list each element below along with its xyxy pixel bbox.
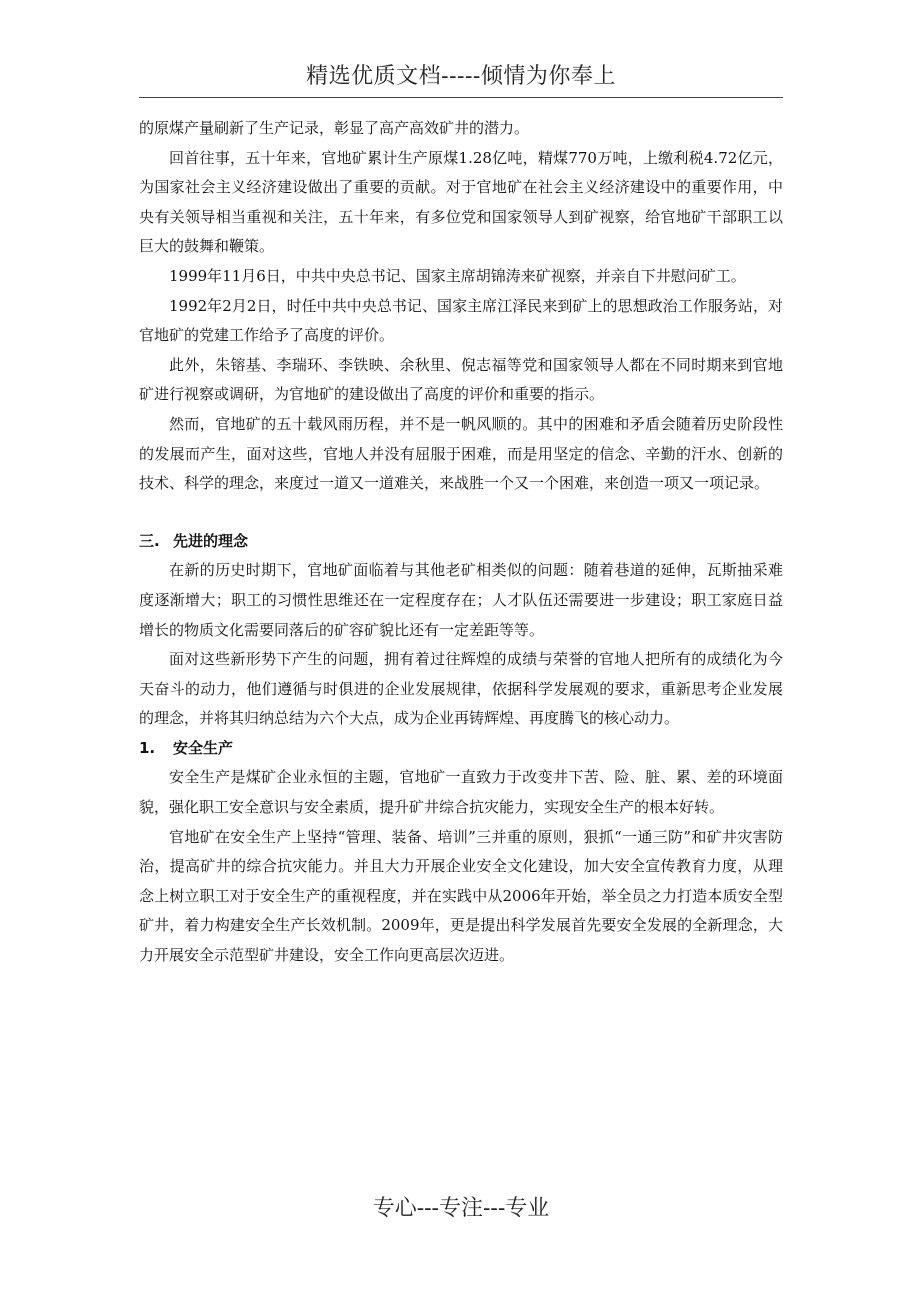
paragraph: 回首往事，五十年来，官地矿累计生产原煤1.28亿吨，精煤770万吨，上缴利税4.72亿元，为国家社会主义经济建设做出了重要的贡献。对于官地矿在社会主义经济建设中的重要作用，中央有关领导相当重视和关注，五十年来，有多位党和国家领导人到矿视察，给官地矿干部职工以巨大的鼓舞和鞭策。	[139, 148, 783, 256]
section-title: 先进的理念	[173, 531, 249, 550]
header-divider	[139, 97, 783, 98]
paragraph: 的原煤产量刷新了生产记录，彰显了高产高效矿井的潜力。	[139, 119, 530, 137]
paragraph: 然而，官地矿的五十载风雨历程，并不是一帆风顺的。其中的困难和矛盾会随着历史阶段性的发展而产生，面对这些，官地人并没有屈服于困难，而是用坚定的信念、辛勤的汗水、创新的技术、科学的理念，来度过一道又一道难关，来战胜一个又一个困难，来创造一项又一项记录。	[139, 414, 783, 493]
paragraph: 1992年2月2日，时任中共中央总书记、国家主席江泽民来到矿上的思想政治工作服务站，对官地矿的党建工作给予了高度的评价。	[139, 296, 783, 345]
paragraph: 1999年11月6日，中共中央总书记、国家主席胡锦涛来矿视察，并亲自下井慰问矿工。	[169, 266, 746, 285]
paragraph: 官地矿在安全生产上坚持“管理、装备、培训”三并重的原则，狠抓“一通三防”和矿井灾害防治，提高矿井的综合抗灾能力。并且大力开展企业安全文化建设，加大安全宣传教育力度，从理念上树立职工对于安全生产的重视程度，并在实践中从2006年开始，举全员之力打造本质安全型矿井，着力构建安全生产长效机制。2009年，更是提出科学发展首先要安全发展的全新理念，大力开展安全示范型矿井建设，安全工作向更高层次迈进。	[139, 827, 783, 965]
document-body	[139, 114, 783, 971]
paragraph: 安全生产是煤矿企业永恒的主题，官地矿一直致力于改变井下苦、险、脏、累、差的环境面貌，强化职工安全意识与安全素质，提升矿井综合抗灾能力，实现安全生产的根本好转。	[139, 768, 783, 817]
section-heading	[139, 527, 783, 557]
section-number: 三.	[139, 531, 160, 550]
subsection-number: 1.	[139, 738, 156, 757]
subsection-title: 安全生产	[173, 738, 234, 757]
page-header: 精选优质文档-----倾情为你奉上	[306, 64, 616, 89]
page-footer: 专心---专注---专业	[372, 1196, 550, 1221]
paragraph: 面对这些新形势下产生的问题，拥有着过往辉煌的成绩与荣誉的官地人把所有的成绩化为今天奋斗的动力，他们遵循与时俱进的企业发展规律，依据科学发展观的要求，重新思考企业发展的理念，并将其归纳总结为六个大点，成为企业再铸辉煌、再度腾飞的核心动力。	[139, 650, 783, 728]
subsection-heading	[139, 734, 783, 764]
paragraph: 此外，朱镕基、李瑞环、李铁映、余秋里、倪志福等党和国家领导人都在不同时期来到官地矿进行视察或调研，为官地矿的建设做出了高度的评价和重要的指示。	[139, 355, 783, 404]
paragraph: 在新的历史时期下，官地矿面临着与其他老矿相类似的问题：随着巷道的延伸，瓦斯抽采难度逐渐增大；职工的习惯性思维还在一定程度存在；人才队伍还需要进一步建设；职工家庭日益增长的物质文化需要同落后的矿容矿貌比还有一定差距等等。	[139, 561, 783, 639]
